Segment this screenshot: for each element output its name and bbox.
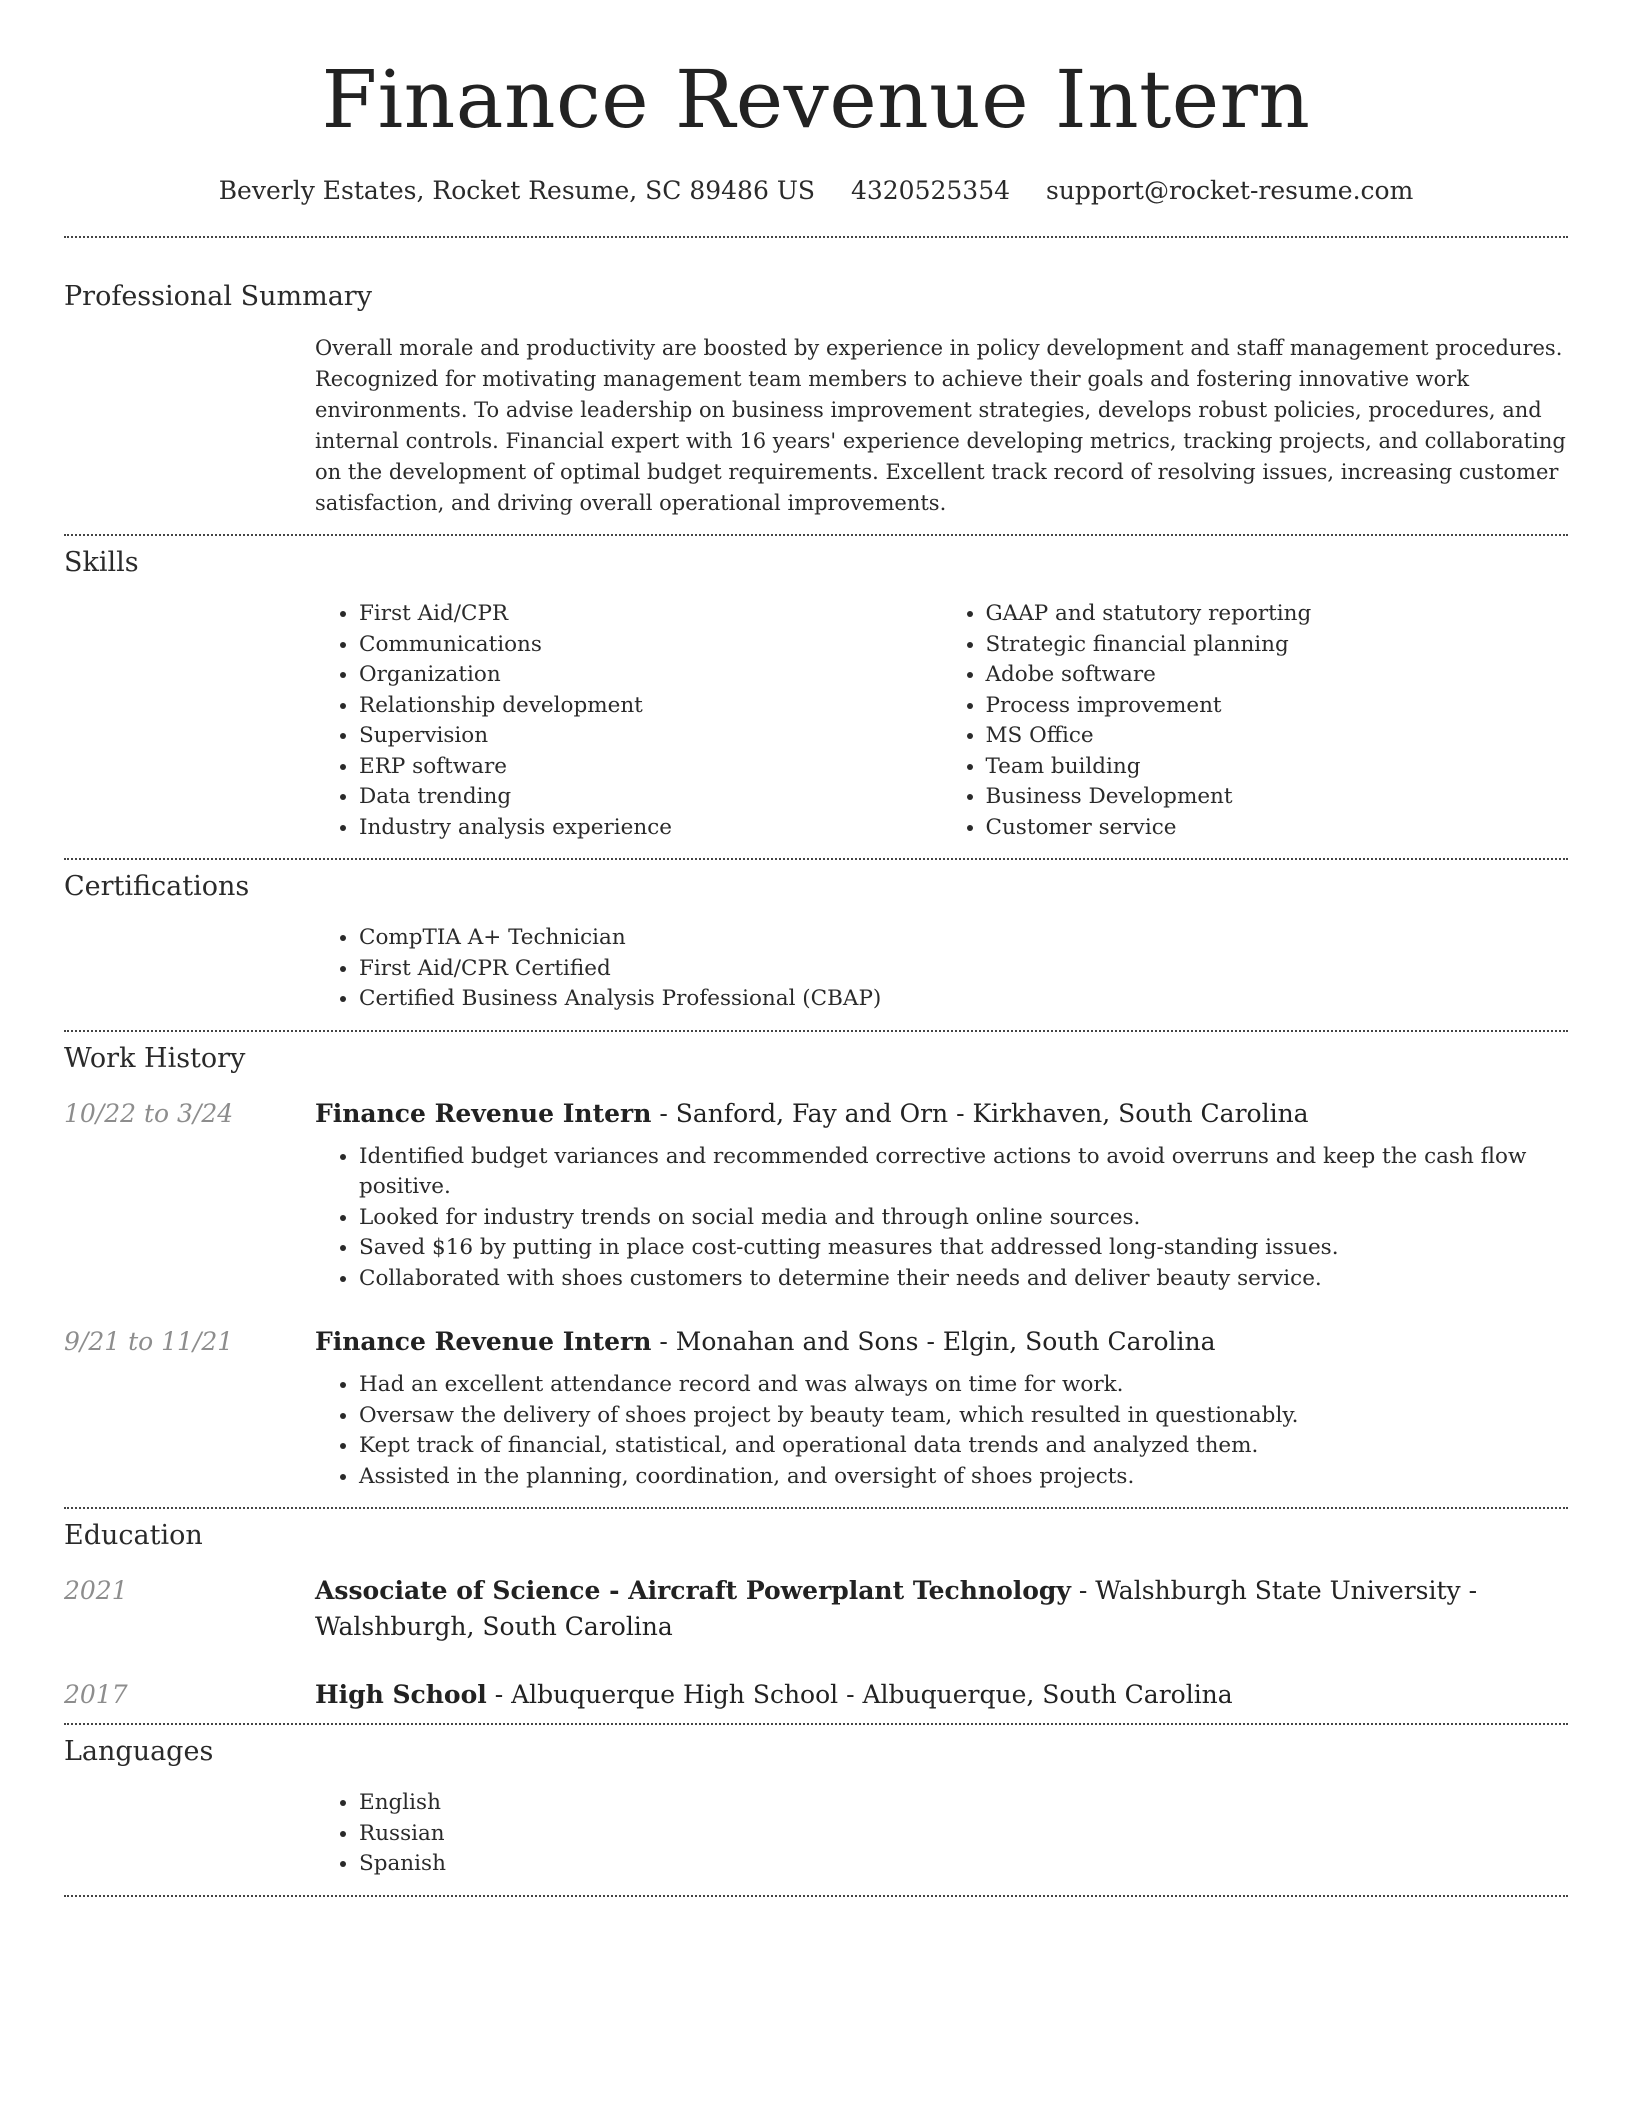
section-title: Certifications (64, 871, 250, 902)
section-divider (64, 1723, 1568, 1725)
list-item: • Collaborated with shoes customers to determine their needs and deliver beauty service. (359, 1264, 1568, 1295)
list-item: • English (359, 1788, 1568, 1819)
list-item: • Team building (986, 752, 1569, 783)
section-title: Languages (64, 1736, 214, 1767)
education-year: 2017 (64, 1680, 128, 1709)
list-item: • Strategic financial planning (986, 630, 1569, 661)
education-degree: High School (315, 1680, 487, 1709)
summary-text: Overall morale and productivity are boosted by experience in policy development and staff management procedures. Recognized for motivating management team members to achieve their goals and fostering innovative work environments. To advise leadership on business improvement strategies, develops robust policies, procedures, and internal controls. Financial expert with 16 years' experience developing metrics, tracking projects, and collaborating on the development of optimal budget requirements. Excellent track record of resolving issues, increasing customer satisfaction, and driving overall operational improvements. (315, 336, 1566, 515)
list-item: • Looked for industry trends on social media and through online sources. (359, 1203, 1568, 1234)
education-title-line (315, 1573, 1568, 1645)
job-details: - Monahan and Sons - Elgin, South Carolina (651, 1327, 1216, 1356)
job-dates: 9/21 to 11/21 (64, 1327, 234, 1356)
section-title: Work History (64, 1042, 246, 1074)
contact-email: support@rocket-resume.com (1045, 176, 1414, 205)
education-details: - Walshburgh State University - Walshburgh, South Carolina (315, 1576, 1478, 1641)
section-divider (64, 1507, 1568, 1509)
section-divider (64, 1030, 1568, 1032)
list-item: • First Aid/CPR (359, 599, 942, 630)
job-title-line (315, 1096, 1568, 1132)
list-item: • CompTIA A+ Technician (359, 923, 1568, 954)
list-item: • Business Development (986, 782, 1569, 813)
contact-phone: 4320525354 (850, 176, 1011, 205)
certifications-list (315, 923, 1568, 1015)
education-entry (64, 1573, 1568, 1645)
list-item: • GAAP and statutory reporting (986, 599, 1569, 630)
job-role: Finance Revenue Intern (315, 1327, 652, 1356)
skills-list-left (315, 599, 942, 843)
list-item: • Supervision (359, 721, 942, 752)
work-history-section (64, 1042, 1568, 1493)
list-item: • Assisted in the planning, coordination, and oversight of shoes projects. (359, 1462, 1568, 1493)
languages-section (64, 1735, 1568, 1880)
section-divider (64, 534, 1568, 536)
certifications-section (64, 870, 1568, 1015)
resume-header (64, 0, 1568, 208)
list-item: • Spanish (359, 1849, 1568, 1880)
job-dates: 10/22 to 3/24 (64, 1098, 234, 1128)
summary-section (64, 280, 1568, 519)
list-item: • Organization (359, 660, 942, 691)
education-title-line (315, 1677, 1568, 1713)
list-item: • Data trending (359, 782, 942, 813)
list-item: • Process improvement (986, 691, 1569, 722)
job-bullets (315, 1370, 1568, 1492)
resume-page (64, 0, 1568, 1897)
list-item: • Kept track of financial, statistical, and operational data trends and analyzed them. (359, 1431, 1568, 1462)
section-divider (64, 858, 1568, 860)
skills-list-right (942, 599, 1569, 843)
job-role: Finance Revenue Intern (315, 1098, 652, 1128)
education-entry (64, 1677, 1568, 1713)
list-item: • MS Office (986, 721, 1569, 752)
list-item: • Certified Business Analysis Professional (CBAP) (359, 984, 1568, 1015)
list-item: • Adobe software (986, 660, 1569, 691)
job-details: - Sanford, Fay and Orn - Kirkhaven, South Carolina (651, 1098, 1309, 1128)
list-item: • Oversaw the delivery of shoes project by beauty team, which resulted in questionably. (359, 1401, 1568, 1432)
job-entry (64, 1096, 1568, 1132)
list-item: • ERP software (359, 752, 942, 783)
skills-section (64, 546, 1568, 843)
list-item: • Russian (359, 1819, 1568, 1850)
section-title: Skills (64, 547, 139, 578)
list-item: • Saved $16 by putting in place cost-cutting measures that addressed long-standing issues. (359, 1233, 1568, 1264)
education-section (64, 1519, 1568, 1713)
section-divider (64, 1895, 1568, 1897)
list-item: • Customer service (986, 813, 1569, 844)
list-item: • Industry analysis experience (359, 813, 942, 844)
candidate-name: Finance Revenue Intern (321, 53, 1311, 146)
job-title-line (315, 1324, 1568, 1360)
list-item: • Relationship development (359, 691, 942, 722)
education-degree: Associate of Science - Aircraft Powerplant Technology (315, 1576, 1071, 1605)
contact-line (64, 174, 1568, 208)
education-year: 2021 (64, 1576, 128, 1605)
job-entry (64, 1324, 1568, 1360)
list-item: • First Aid/CPR Certified (359, 954, 1568, 985)
languages-list (315, 1788, 1568, 1880)
list-item: • Communications (359, 630, 942, 661)
section-title: Professional Summary (64, 281, 372, 312)
education-details: - Albuquerque High School - Albuquerque, South Carolina (486, 1680, 1233, 1709)
skills-grid (315, 599, 1568, 843)
contact-address: Beverly Estates, Rocket Resume, SC 89486 US (218, 176, 816, 205)
list-item: • Identified budget variances and recommended corrective actions to avoid overruns and keep the cash flow positive. (359, 1142, 1568, 1203)
section-divider (64, 236, 1568, 238)
job-bullets (315, 1142, 1568, 1295)
section-title: Education (64, 1520, 203, 1551)
list-item: • Had an excellent attendance record and was always on time for work. (359, 1370, 1568, 1401)
